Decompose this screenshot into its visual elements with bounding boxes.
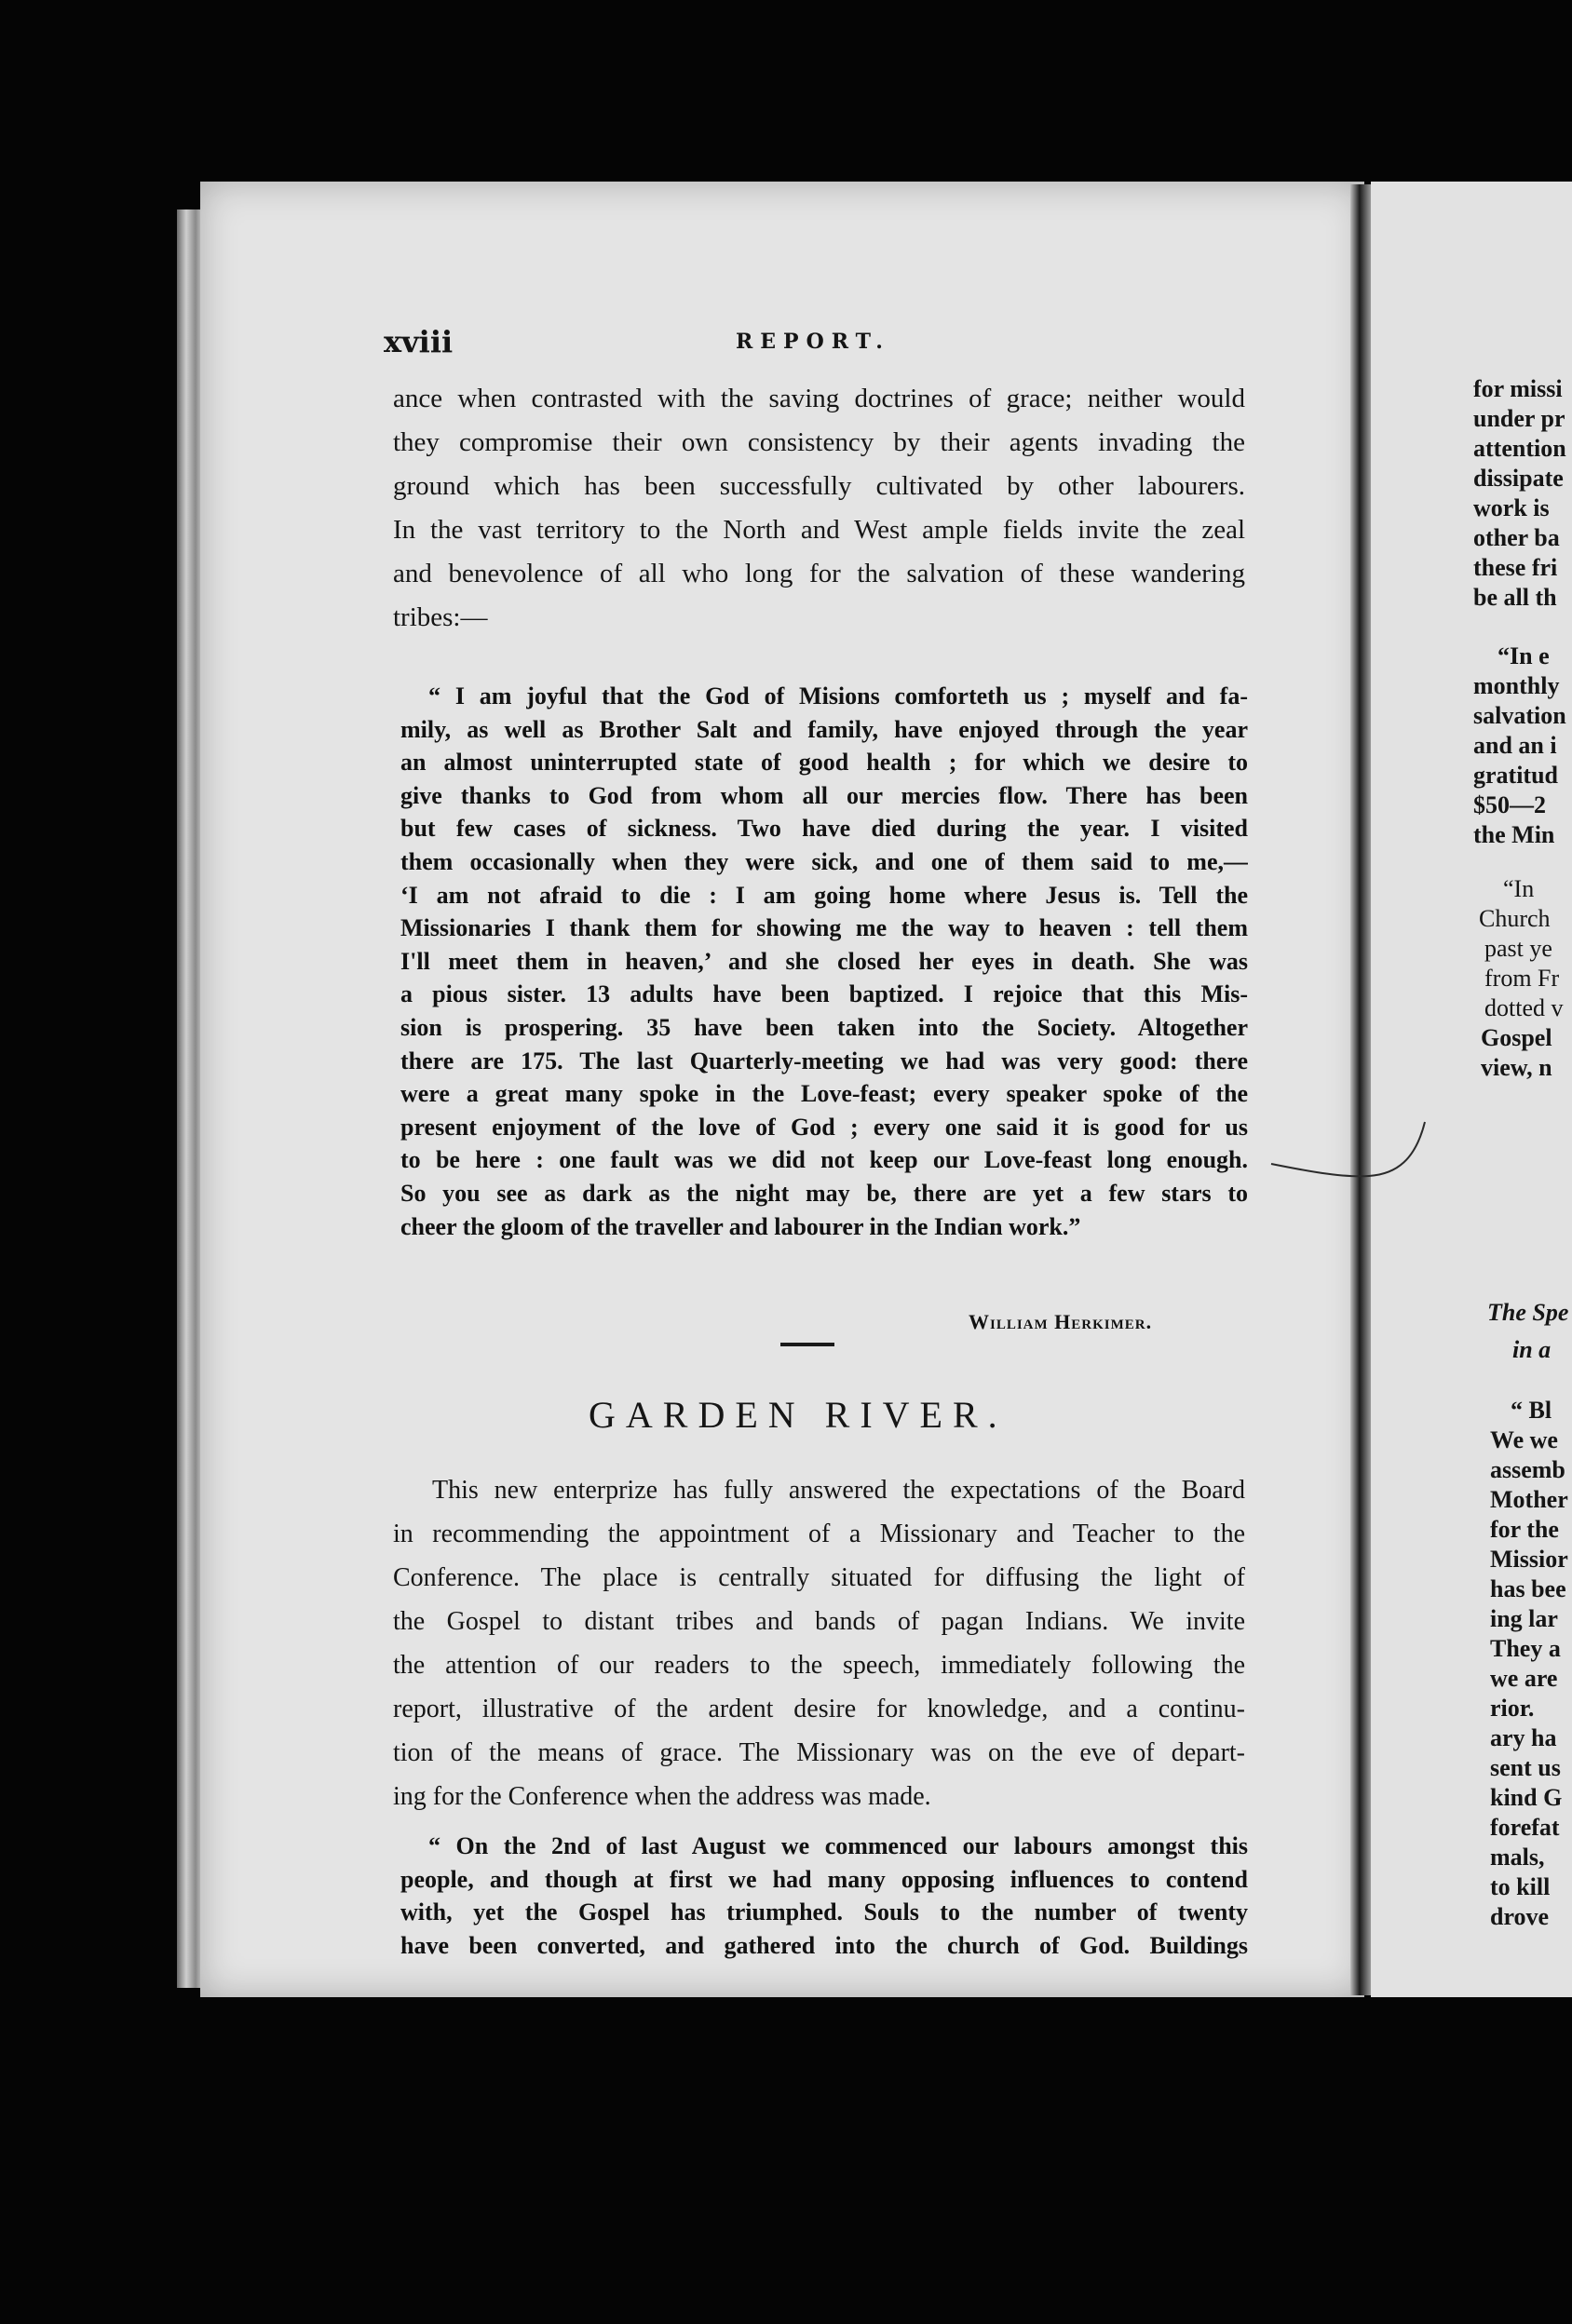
text-line: In the vast territory to the North and West ample fields invite the zeal [393, 515, 1245, 545]
text-line: and benevolence of all who long for the salvation of these wandering [393, 559, 1245, 588]
opening-paragraph [393, 377, 1245, 640]
text-line: tribes:— [393, 602, 488, 632]
facing-line: “In [1503, 875, 1535, 902]
quote-line: Missionaries I thank them for showing me the way to heaven : tell them [400, 914, 1248, 942]
facing-line: these fri [1473, 554, 1558, 581]
facing-line: assemb [1490, 1456, 1565, 1483]
text-line: the attention of our readers to the speech, immediately following the [393, 1651, 1245, 1680]
facing-line: rior. [1490, 1695, 1535, 1722]
facing-line: under pr [1473, 405, 1565, 432]
page-header [0, 324, 1572, 361]
text-line: report, illustrative of the ardent desire for knowledge, and a continu- [393, 1695, 1245, 1723]
text-line: they compromise their own consistency by their agents invading the [393, 427, 1245, 457]
quote-line: cheer the gloom of the traveller and labourer in the Indian work.” [400, 1212, 1081, 1240]
quote-line: sion is prospering. 35 have been taken into the Society. Altogether [400, 1013, 1248, 1041]
facing-line: Church [1479, 905, 1551, 932]
facing-line: mals, [1490, 1844, 1545, 1871]
facing-line: dissipate [1473, 465, 1564, 492]
facing-line: we are [1490, 1665, 1558, 1692]
text-line: the Gospel to distant tribes and bands of pagan Indians. We invite [393, 1607, 1245, 1636]
facing-line: The Spe [1487, 1299, 1569, 1326]
facing-line: to kill [1490, 1873, 1551, 1900]
facing-line: “In e [1497, 642, 1550, 669]
facing-line: from Fr [1484, 965, 1560, 992]
quote-line: there are 175. The last Quarterly-meeting we had was very good: there [400, 1047, 1248, 1074]
section-title: GARDEN RIVER. [589, 1394, 1008, 1436]
running-head: REPORT. [736, 330, 890, 354]
quote-line: ‘I am not afraid to die : I am going home where Jesus is. Tell the [400, 881, 1248, 909]
herkimer-letter [400, 680, 1248, 1243]
facing-line: other ba [1473, 524, 1560, 551]
facing-line: gratitud [1473, 762, 1558, 789]
facing-line: We we [1490, 1426, 1558, 1453]
quote-line: mily, as well as Brother Salt and family, have enjoyed through the year [400, 715, 1248, 743]
quote-line: have been converted, and gathered into the church of God. Buildings [400, 1931, 1248, 1959]
quote-line: people, and though at first we had many opposing influences to contend [400, 1865, 1248, 1893]
facing-line: has bee [1490, 1575, 1566, 1602]
facing-line: work is [1473, 494, 1550, 521]
garden-river-paragraph [393, 1468, 1245, 1818]
text-line: Conference. The place is centrally situated for diffusing the light of [393, 1563, 1245, 1592]
facing-line: kind G [1490, 1784, 1563, 1811]
facing-line: ary ha [1490, 1724, 1557, 1751]
facing-line: monthly [1473, 672, 1560, 699]
facing-line: past ye [1484, 935, 1552, 962]
facing-line: in a [1512, 1336, 1552, 1363]
section-rule [780, 1343, 834, 1346]
quote-line: an almost uninterrupted state of good health ; for which we desire to [400, 749, 1248, 777]
facing-line: Mother [1490, 1486, 1568, 1513]
facing-line: salvation [1473, 702, 1566, 729]
facing-line: attention [1473, 435, 1566, 462]
facing-line: $50—2 [1473, 791, 1546, 818]
facing-line: for the [1490, 1516, 1559, 1543]
quote-line: “ I am joyful that the God of Misions comforteth us ; myself and fa- [428, 682, 1248, 709]
text-line: tion of the means of grace. The Missionary was on the eve of depart- [393, 1738, 1245, 1767]
quote-line: them occasionally when they were sick, and one of them said to me,— [400, 847, 1248, 875]
quote-line: I'll meet them in heaven,’ and she closed her eyes in death. She was [400, 947, 1248, 975]
quote-line: “ On the 2nd of last August we commenced our labours amongst this [428, 1832, 1248, 1859]
facing-line: dotted v [1484, 994, 1564, 1021]
facing-line: be all th [1473, 584, 1557, 611]
facing-line: view, n [1481, 1054, 1552, 1081]
text-line: ing for the Conference when the address was made. [393, 1782, 931, 1811]
facing-line: Gospel [1481, 1024, 1552, 1051]
text-line: in recommending the appointment of a Missionary and Teacher to the [393, 1520, 1245, 1548]
facing-line: “ Bl [1511, 1397, 1552, 1424]
quote-line: a pious sister. 13 adults have been baptized. I rejoice that this Mis- [400, 980, 1248, 1008]
facing-line: They a [1490, 1635, 1561, 1662]
garden-river-quote [400, 1830, 1248, 1962]
facing-line: ing lar [1490, 1605, 1558, 1632]
facing-line: for missi [1473, 375, 1563, 402]
pencil-mark [1267, 1113, 1434, 1187]
quote-line: with, yet the Gospel has triumphed. Souls to the number of twenty [400, 1898, 1248, 1926]
signature: William Herkimer. [969, 1310, 1153, 1333]
text-line: ance when contrasted with the saving doctrines of grace; neither would [393, 384, 1245, 413]
quote-line: were a great many spoke in the Love-feast; every speaker spoke of the [400, 1080, 1248, 1108]
text-line: This new enterprize has fully answered the expectations of the Board [432, 1476, 1245, 1505]
facing-line: sent us [1490, 1754, 1561, 1781]
book-gutter [1350, 184, 1371, 1995]
quote-line: but few cases of sickness. Two have died during the year. I visited [400, 815, 1248, 843]
quote-line: give thanks to God from whom all our mercies flow. There has been [400, 781, 1248, 809]
facing-line: Missior [1490, 1546, 1568, 1573]
quote-line: So you see as dark as the night may be, there are yet a few stars to [400, 1179, 1248, 1207]
quote-line: to be here : one fault was we did not keep our Love-feast long enough. [400, 1146, 1248, 1174]
quote-line: present enjoyment of the love of God ; every one said it is good for us [400, 1113, 1248, 1141]
text-line: ground which has been successfully cultivated by other labourers. [393, 471, 1245, 501]
facing-line: drove [1490, 1903, 1550, 1930]
facing-line: forefat [1490, 1814, 1560, 1841]
facing-line: the Min [1473, 821, 1555, 848]
facing-line: and an i [1473, 732, 1557, 759]
page-number: xviii [384, 324, 454, 359]
